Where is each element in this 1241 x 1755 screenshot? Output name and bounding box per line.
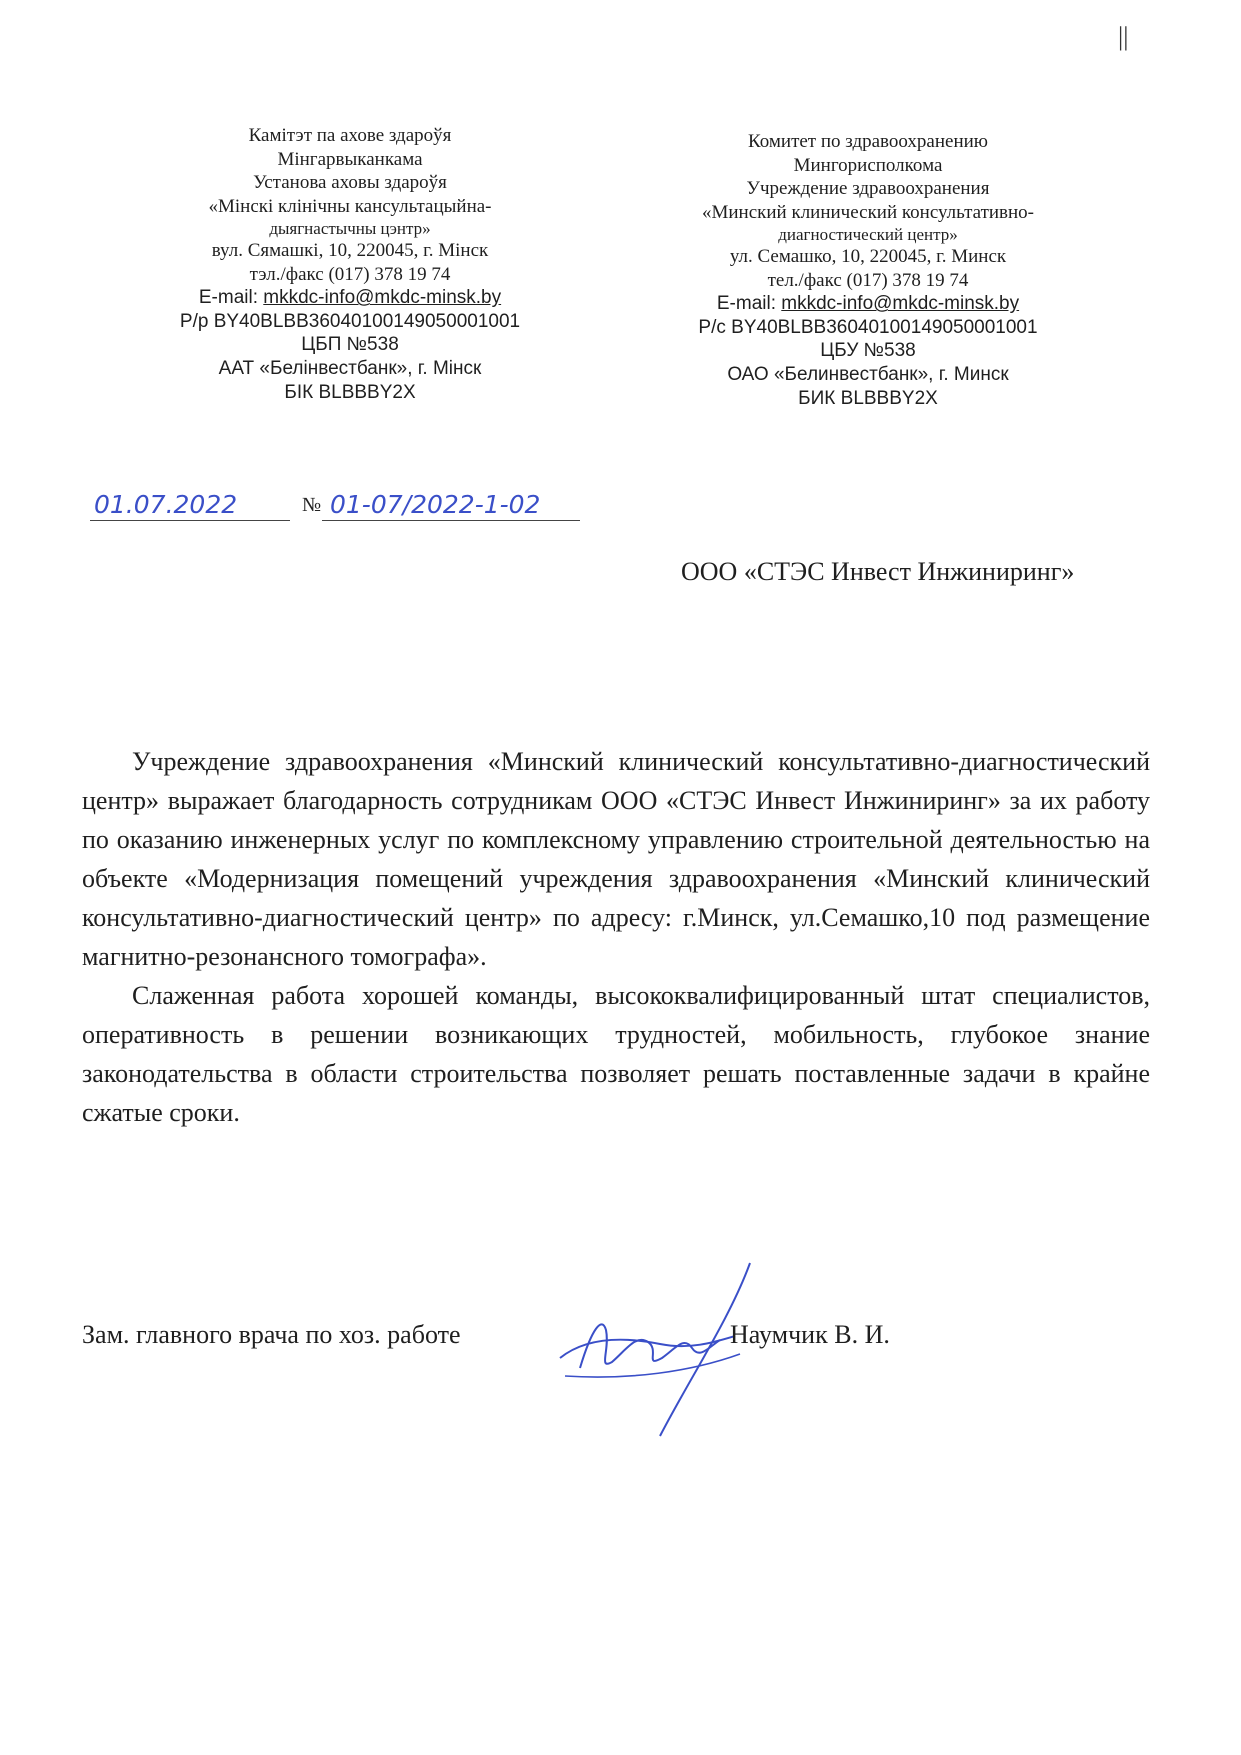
institution-type-ru: Учреждение здравоохранения — [746, 178, 990, 200]
branch-ru: ЦБУ №538 — [820, 340, 916, 362]
email-label-by: E-mail: — [198, 287, 264, 309]
address-ru: ул. Семашко, 10, 220045, г. Минск — [729, 246, 1007, 268]
email-link-ru[interactable]: mkkdc-info@mkdc-minsk.by — [781, 293, 1020, 315]
branch-by: ЦБП №538 — [301, 334, 399, 356]
signature-block — [82, 1320, 1082, 1360]
phone-ru: тел./факс (017) 378 19 74 — [767, 269, 969, 291]
account-by: Р/р BY40BLBB36040100149050001001 — [179, 310, 521, 332]
executive-name-by: Мінгарвыканкама — [277, 148, 423, 170]
reference-number-sign: № — [302, 494, 322, 516]
account-ru: Р/с BY40BLBB36040100149050001001 — [698, 316, 1038, 338]
header-belarusian — [140, 124, 560, 404]
executive-name-ru: Мингорисполкома — [793, 154, 943, 176]
email-line-by — [140, 286, 560, 310]
institution-name-by-2: дыягнастычны цэнтр» — [269, 219, 431, 239]
bank-ru: ОАО «Белинвестбанк», г. Минск — [727, 364, 1009, 385]
email-line-ru — [668, 292, 1068, 316]
signatory-name: Наумчик В. И. — [730, 1320, 890, 1349]
email-link-by[interactable]: mkkdc-info@mkdc-minsk.by — [263, 287, 502, 309]
phone-by: тэл./факс (017) 378 19 74 — [249, 263, 451, 285]
bic-by: БІК BLBBBY2X — [284, 381, 416, 403]
corner-mark: || — [1118, 22, 1129, 51]
committee-name-ru: Комитет по здравоохранению — [748, 131, 988, 152]
recipient: ООО «СТЭС Инвест Инжиниринг» — [681, 557, 1075, 586]
body-paragraph-2: Слаженная работа хорошей команды, высококвалифицированный штат специалистов, оперативность в решении возникающих трудностей, мобильность, глубокое знание законодательства в области строительства позволяет решать поставленные задачи в крайне сжатые сроки. — [82, 981, 1150, 1127]
committee-name-by: Камітэт па ахове здароўя — [248, 125, 452, 146]
signatory-position: Зам. главного врача по хоз. работе — [82, 1320, 461, 1349]
body-paragraph-1: Учреждение здравоохранения «Минский клинический консультативно-диагностический центр» выражает благодарность сотрудникам ООО «СТЭС Инвест Инжиниринг» за их работу по оказанию инженерных услуг по комплексному управлению строительной деятельностью на объекте «Модернизация помещений учреждения здравоохранения «Минский клинический консультативно-диагностический центр» по адресу: г.Минск, ул.Семашко,10 под размещение магнитно-резонансного томографа». — [82, 747, 1150, 971]
institution-name-by-1: «Мінскі клінічны кансультацыйна- — [208, 195, 492, 217]
number-underline — [322, 520, 580, 521]
institution-name-ru-2: диагностический центр» — [778, 225, 958, 245]
address-by: вул. Сямашкі, 10, 220045, г. Мінск — [211, 240, 489, 262]
header-russian — [668, 130, 1068, 410]
email-label-ru: E-mail: — [716, 293, 782, 315]
date-underline — [90, 520, 290, 521]
institution-type-by: Установа аховы здароўя — [253, 172, 447, 194]
letter-body — [82, 742, 1150, 1132]
bic-ru: БИК BLBBBY2X — [798, 387, 938, 409]
reference-date: 01.07.2022 — [94, 490, 238, 519]
reference-number: 01-07/2022-1-02 — [330, 490, 541, 519]
bank-by: ААТ «Белінвестбанк», г. Мінск — [218, 358, 482, 379]
institution-name-ru-1: «Минский клинический консультативно- — [701, 201, 1035, 223]
reference-line — [90, 490, 650, 530]
